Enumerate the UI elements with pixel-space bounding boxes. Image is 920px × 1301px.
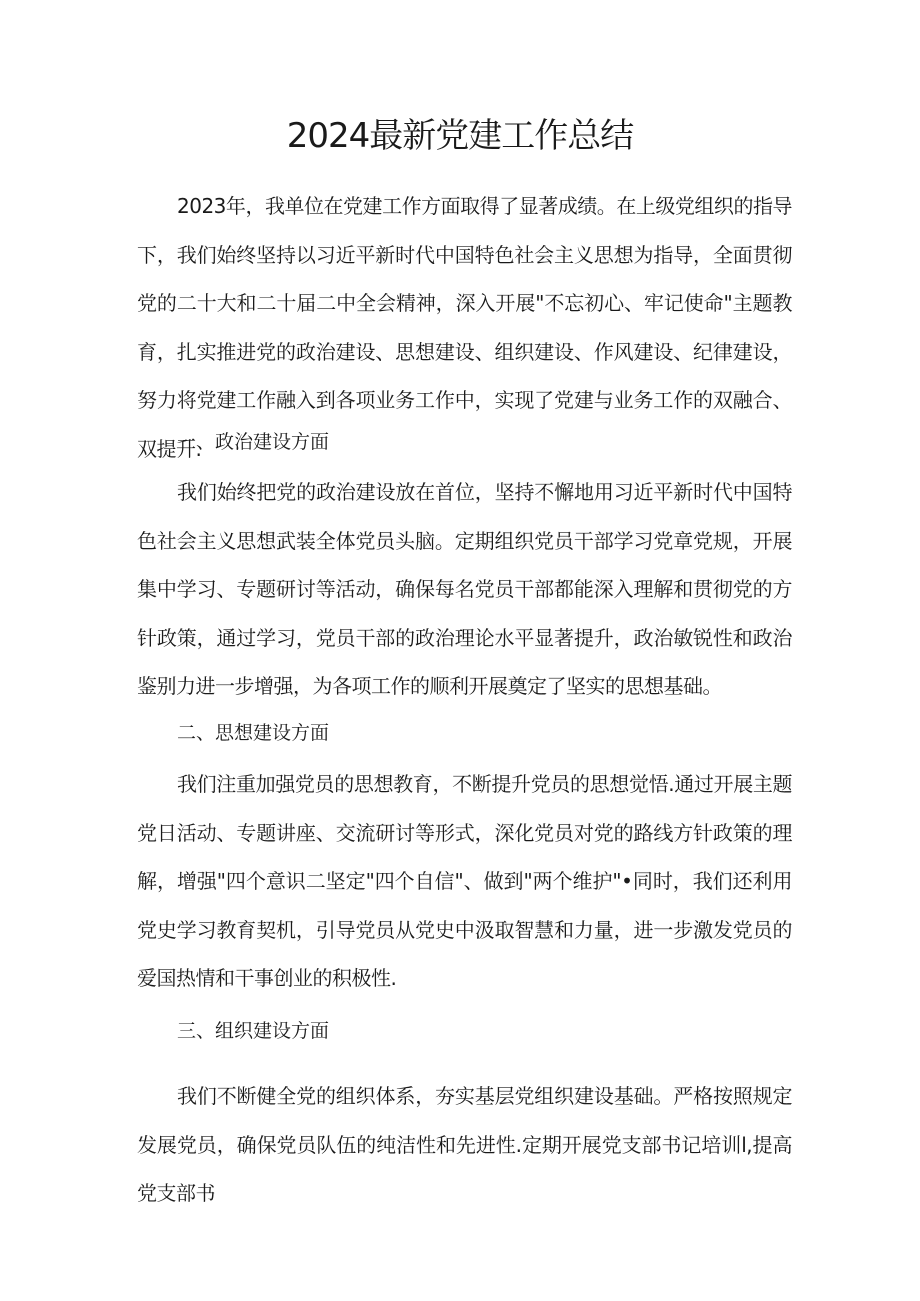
section-body-ideological: 我们注重加强党员的思想教育，不断提升党员的思想觉悟.通过开展主题党日活动、专题讲座、交流研讨等形式，深化党员对党的路线方针政策的理解，增强"四个意识二坚定"四个自信"、做到"两个维护"•同时，我们还利用党史学习教育契机，引导党员从党史中汲取智慧和力量，进一步激发党员的爱国热情和干事创业的积极性. <box>137 772 792 990</box>
document-title: 2024最新党建工作总结 <box>286 116 634 156</box>
intro-paragraph: 2023年，我单位在党建工作方面取得了显著成绩。在上级党组织的指导下，我们始终坚持以习近平新时代中国特色社会主义思想为指导，全面贯彻党的二十大和二十届二中全会精神，深入开展"不忘初心、牢记使命"主题教育，扎实推进党的政治建设、思想建设、组织建设、作风建设、纪律建设，努力将党建工作融入到各项业务工作中，实现了党建与业务工作的双融合、双提升. <box>137 194 792 461</box>
section-heading-ideological: 二、思想建设方面 <box>177 722 330 744</box>
section-heading-organizational: 三、组织建设方面 <box>177 1020 330 1042</box>
section-body-organizational: 我们不断健全党的组织体系，夯实基层党组织建设基础。严格按照规定发展党员，确保党员队伍的纯洁性和先进性.定期开展党支部书记培训l,提高党支部书 <box>137 1084 792 1205</box>
section-heading-political: 一、政治建设方面 <box>177 431 330 453</box>
section-body-political: 我们始终把党的政治建设放在首位，坚持不懈地用习近平新时代中国特色社会主义思想武装全体党员头脑。定期组织党员干部学习党章党规，开展集中学习、专题研讨等活动，确保每名党员干部都能深入理解和贯彻党的方针政策，通过学习，党员干部的政治理论水平显著提升，政治敏锐性和政治鉴别力进一步增强，为各项工作的顺利开展奠定了坚实的思想基础。 <box>137 480 792 698</box>
